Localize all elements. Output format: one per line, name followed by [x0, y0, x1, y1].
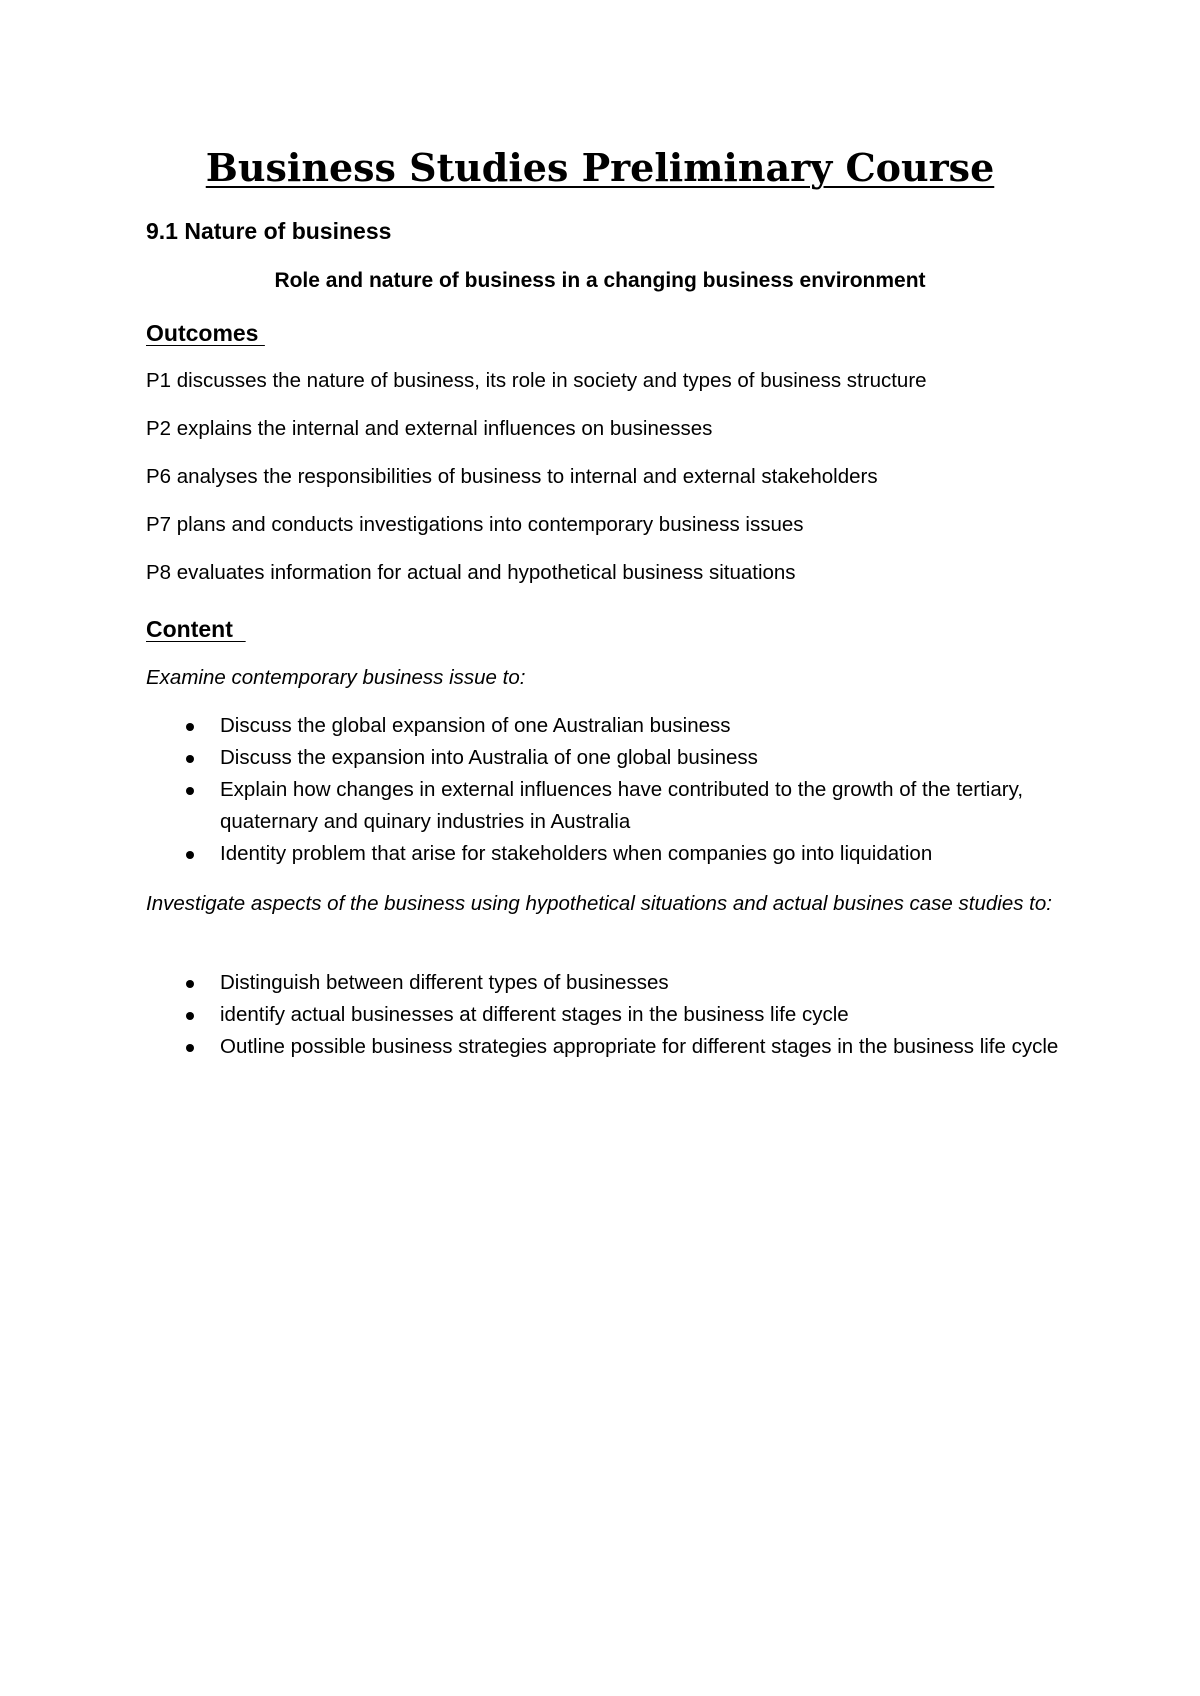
- bullet-icon: [186, 1012, 194, 1020]
- list-item: [146, 1031, 1066, 1063]
- content-heading: Content: [146, 616, 246, 642]
- outcomes-heading: Outcomes: [146, 320, 265, 346]
- bullet-icon: [186, 755, 194, 763]
- bullet-icon: [186, 980, 194, 988]
- bullet-icon: [186, 851, 194, 859]
- list-item-text: Explain how changes in external influences have contributed to the growth of the tertiary, quaternary and quinary industries in Australia: [220, 778, 1024, 833]
- list-item: [146, 999, 1066, 1031]
- list-item: [146, 838, 1066, 870]
- examine-list: [146, 710, 1066, 870]
- list-item-text: Outline possible business strategies appropriate for different stages in the business life cycle: [220, 1035, 1059, 1058]
- content-intro-investigate: Investigate aspects of the business using hypothetical situations and actual busines case studies to:: [146, 892, 1052, 915]
- section-subtitle: Role and nature of business in a changing business environment: [274, 269, 926, 292]
- list-item-text: Discuss the global expansion of one Australian business: [220, 714, 731, 737]
- outcome-p8: P8 evaluates information for actual and hypothetical business situations: [146, 561, 796, 584]
- bullet-icon: [186, 787, 194, 795]
- list-item-text: identify actual businesses at different stages in the business life cycle: [220, 1003, 849, 1026]
- list-item-text: Discuss the expansion into Australia of one global business: [220, 746, 758, 769]
- document-title: Business Studies Preliminary Course: [205, 145, 995, 190]
- bullet-icon: [186, 1044, 194, 1052]
- outcome-p7: P7 plans and conducts investigations into contemporary business issues: [146, 513, 804, 536]
- outcome-p6: P6 analyses the responsibilities of business to internal and external stakeholders: [146, 465, 878, 488]
- list-item-text: Identity problem that arise for stakeholders when companies go into liquidation: [220, 842, 933, 865]
- outcome-p2: P2 explains the internal and external influences on businesses: [146, 417, 713, 440]
- list-item: [146, 967, 1066, 999]
- outcome-p1: P1 discusses the nature of business, its role in society and types of business structure: [146, 369, 927, 392]
- section-heading: 9.1 Nature of business: [146, 218, 392, 244]
- list-item: [146, 742, 1066, 774]
- list-item: [146, 710, 1066, 742]
- investigate-list: [146, 967, 1066, 1063]
- bullet-icon: [186, 723, 194, 731]
- content-intro-examine: Examine contemporary business issue to:: [146, 666, 526, 689]
- list-item-text: Distinguish between different types of businesses: [220, 971, 669, 994]
- list-item: [146, 774, 1066, 838]
